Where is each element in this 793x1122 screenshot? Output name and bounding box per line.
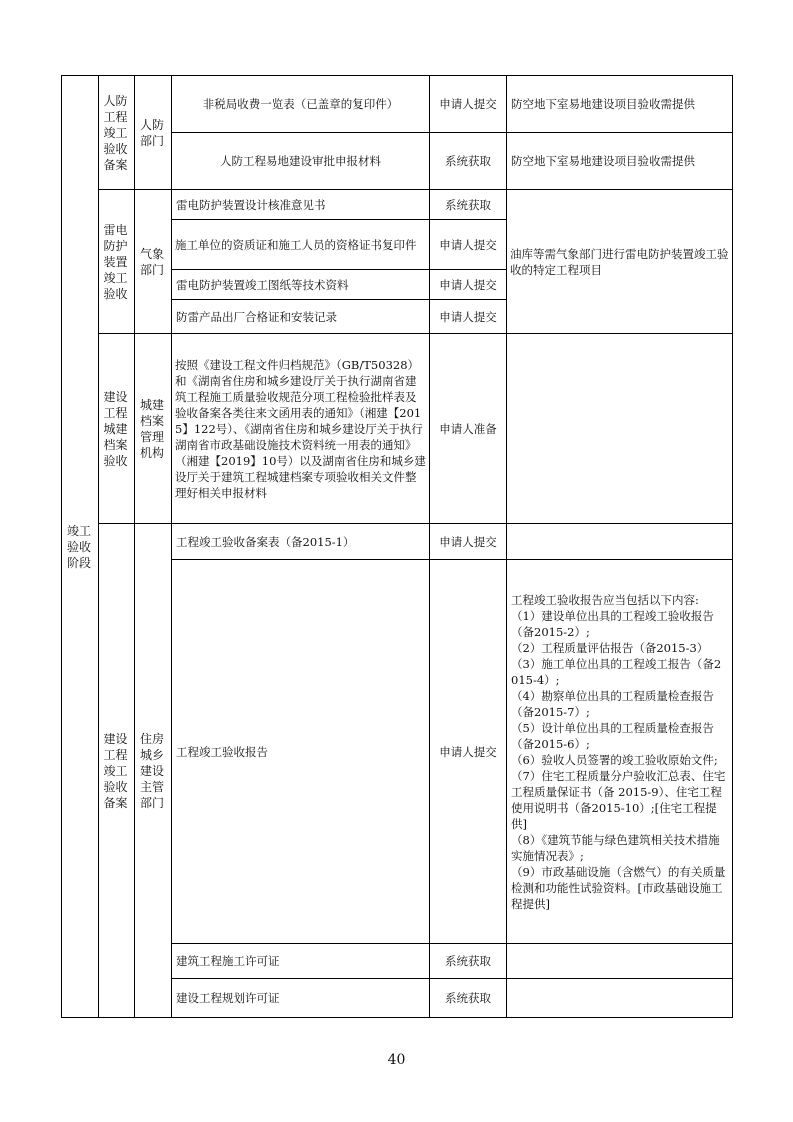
report-note-item: （2）工程质量评估报告（备2015-3） (511, 640, 709, 655)
table-row (62, 334, 733, 524)
material-cell: 雷电防护装置设计核准意见书 (172, 190, 430, 220)
department-label: 住房城乡建设主管部门 (140, 731, 165, 810)
category-cell (99, 524, 135, 1018)
category-label: 人防工程竣工验收备案 (103, 93, 128, 172)
report-note-item: （5）设计单位出具的工程质量检查报告（备2015-6）; (511, 720, 714, 751)
department-cell (135, 524, 172, 1018)
stage-cell (62, 76, 99, 1018)
note-cell: 油库等需气象部门进行雷电防护装置竣工验收的特定工程项目 (507, 190, 733, 334)
source-cell: 系统获取 (430, 190, 507, 220)
category-label: 建设工程城建档案验收 (103, 389, 128, 468)
report-note-item: （3）施工单位出具的工程竣工报告（备2015-4）; (511, 656, 722, 687)
note-cell: 防空地下室易地建设项目验收需提供 (507, 133, 733, 190)
report-note-item: （1）建设单位出具的工程竣工验收报告（备2015-2）; (511, 608, 714, 639)
source-cell: 申请人准备 (430, 334, 507, 524)
material-cell: 工程竣工验收报告 (172, 560, 430, 944)
department-cell (135, 190, 172, 334)
report-note-item: （9）市政基础设施（含燃气）的有关质量检测和功能性试验资料。[市政基础设施工程提供] (511, 864, 726, 911)
material-cell: 建设工程规划许可证 (172, 979, 430, 1018)
report-note-item: （8）《建筑节能与绿色建筑相关技术措施实施情况表》; (511, 832, 720, 863)
source-cell: 系统获取 (430, 133, 507, 190)
stage-label: 竣工验收阶段 (67, 523, 92, 570)
department-cell (135, 76, 172, 190)
department-label: 人防部门 (140, 117, 165, 148)
note-cell (507, 979, 733, 1018)
report-note-item: （7）住宅工程质量分户验收汇总表、住宅工程质量保证书（备 2015-9）、住宅工程使用说明书（备2015-10）;[住宅工程提供] (511, 768, 726, 831)
category-cell (99, 334, 135, 524)
material-cell: 施工单位的资质证和施工人员的资格证书复印件 (172, 220, 430, 270)
report-note-cell (507, 560, 733, 944)
materials-table (61, 75, 733, 1018)
report-note-item: （6）验收人员签署的竣工验收原始文件; (511, 752, 718, 767)
source-cell: 申请人提交 (430, 300, 507, 334)
department-label: 城建档案管理机构 (140, 397, 165, 460)
material-cell: 非税局收费一览表（已盖章的复印件） (172, 76, 430, 133)
note-cell (507, 944, 733, 979)
report-note-item: （4）勘察单位出具的工程质量检查报告（备2015-7）; (511, 688, 714, 719)
material-cell: 建筑工程施工许可证 (172, 944, 430, 979)
source-cell: 申请人提交 (430, 524, 507, 560)
category-cell (99, 76, 135, 190)
department-label: 气象部门 (140, 246, 165, 277)
table-row (62, 190, 733, 220)
note-cell (507, 334, 733, 524)
source-cell: 系统获取 (430, 944, 507, 979)
source-cell: 申请人提交 (430, 220, 507, 270)
category-cell (99, 190, 135, 334)
table-row (62, 524, 733, 560)
report-note-intro: 工程竣工验收报告应当包括以下内容: (511, 592, 699, 607)
material-cell: 雷电防护装置竣工图纸等技术资料 (172, 270, 430, 300)
source-cell: 系统获取 (430, 979, 507, 1018)
note-cell (507, 524, 733, 560)
source-cell: 申请人提交 (430, 76, 507, 133)
page-number: 40 (387, 1052, 406, 1068)
material-cell: 防雷产品出厂合格证和安装记录 (172, 300, 430, 334)
table-row (62, 76, 733, 133)
material-cell: 工程竣工验收备案表（备2015-1） (172, 524, 430, 560)
source-cell: 申请人提交 (430, 270, 507, 300)
source-cell: 申请人提交 (430, 560, 507, 944)
material-cell: 人防工程易地建设审批申报材料 (172, 133, 430, 190)
category-label: 建设工程竣工验收备案 (103, 731, 128, 810)
department-cell (135, 334, 172, 524)
note-cell: 防空地下室易地建设项目验收需提供 (507, 76, 733, 133)
category-label: 雷电防护装置竣工验收 (103, 222, 128, 301)
material-cell: 按照《建设工程文件归档规范》（GB/T50328）和《湖南省住房和城乡建设厅关于执行湖南省建筑工程施工质量验收规范分项工程检验批样表及验收备案各类往来文函用表的通知》（湘建【2015】122号）、《湖南省住房和城乡建设厅关于执行湖南省市政基础设施技术资料统一用表的通知》（湘建【2019】10号）以及湖南省住房和城乡建设厅关于建筑工程城建档案专项验收相关文件整理好相关申报材料 (172, 334, 430, 524)
